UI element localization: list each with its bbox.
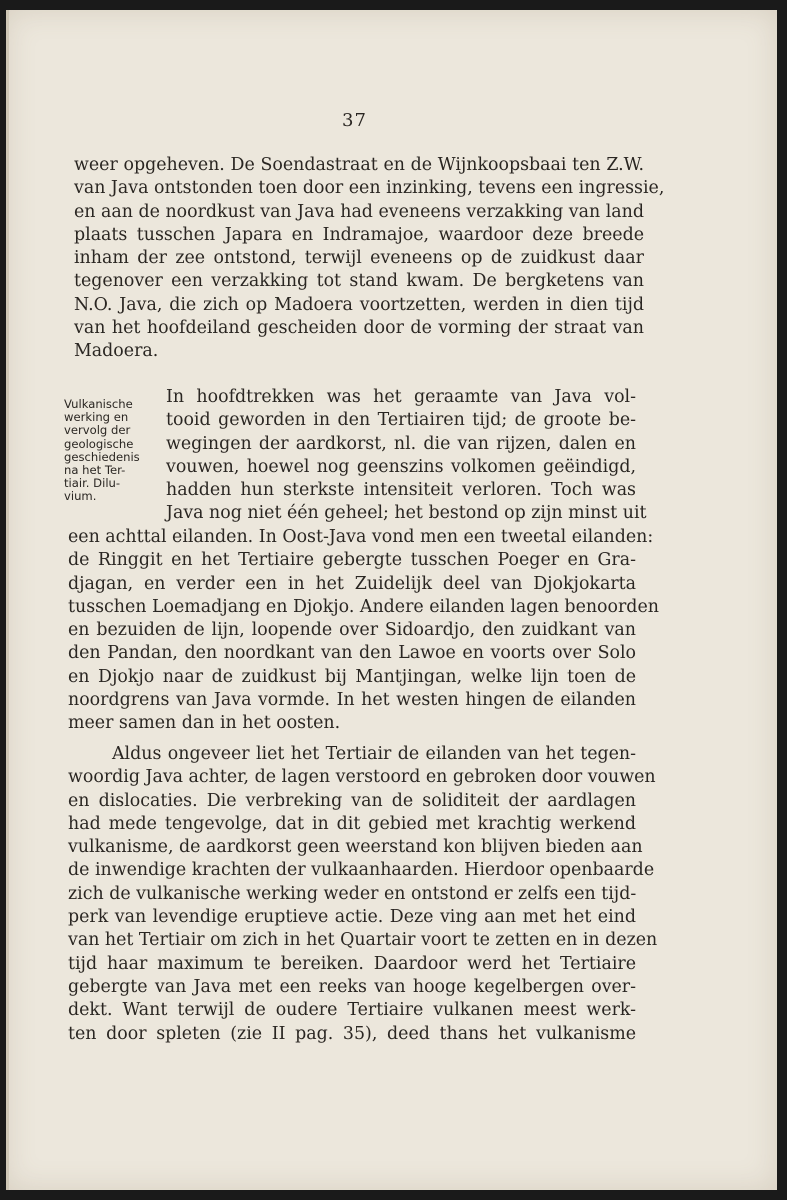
page-edge [6, 10, 9, 1190]
text-line: Aldus ongeveer liet het Tertiair de eilanden van het tegen- [112, 744, 636, 764]
text-line: tegenover een verzakking tot stand kwam. De bergketens van [74, 271, 644, 292]
text-line: dekt. Want terwijl de oudere Tertiaire vulkanen meest werk- [68, 1000, 636, 1021]
text-line: plaats tusschen Japara en Indramajoe, waardoor deze breede [74, 224, 644, 245]
text-line: en aan de noordkust van Java had eveneens verzakking van land [74, 201, 644, 222]
text-line: noordgrens van Java vormde. In het westen hingen de eilanden [68, 690, 636, 711]
text-line: en bezuiden de lijn, loopende over Sidoardjo, den zuidkant van [68, 620, 636, 641]
page-number: 37 [342, 110, 367, 131]
margin-note-line: vium. [64, 489, 97, 504]
text-line: van Java ontstonden toen door een inzinking, tevens een ingressie, [74, 178, 665, 199]
text-line: Java nog niet één geheel; het bestond op zijn minst uit [166, 503, 647, 524]
text-line: de Ringgit en het Tertiaire gebergte tusschen Poeger en Gra- [68, 550, 636, 571]
margin-note-line: tiair. Dilu- [64, 476, 121, 491]
text-line: vulkanisme, de aardkorst geen weerstand kon blijven bieden aan [68, 837, 643, 858]
paragraph-2-indented [166, 386, 647, 526]
margin-note-line: geologische [64, 436, 134, 451]
text-line: weer opgeheven. De Soendastraat en de Wijnkoopsbaai ten Z.W. [74, 155, 644, 175]
text-line: vouwen, hoewel nog geenszins volkomen geëindigd, [166, 456, 636, 477]
text-line: hadden hun sterkste intensiteit verloren. Toch was [166, 480, 636, 501]
text-line: tusschen Loemadjang en Djokjo. Andere eilanden lagen benoorden [68, 596, 659, 617]
text-line: en dislocaties. Die verbreking van de soliditeit der aardlagen [68, 790, 636, 811]
margin-note-line: vervolg der [64, 423, 131, 438]
text-line: ten door spleten (zie II pag. 35), deed thans het vulkanisme [68, 1023, 636, 1044]
paragraph-3 [68, 743, 658, 1046]
paragraph-2-continued [68, 526, 659, 736]
text-line: tooid geworden in den Tertiairen tijd; de groote be- [166, 410, 636, 431]
margin-note-line: werking en [64, 410, 129, 425]
text-line: den Pandan, den noordkant van den Lawoe en voorts over Solo [68, 643, 636, 664]
margin-note-line: geschiedenis [64, 449, 140, 464]
text-line: djagan, en verder een in het Zuidelijk deel van Djokjokarta [68, 573, 636, 594]
text-line: een achttal eilanden. In Oost-Java vond men een tweetal eilanden: [68, 527, 654, 547]
text-line: van het hoofdeiland gescheiden door de vorming der straat van [74, 318, 644, 339]
book-page [6, 10, 777, 1190]
margin-note [64, 398, 160, 504]
text-line: tijd haar maximum te bereiken. Daardoor werd het Tertiaire [68, 953, 636, 974]
text-line: zich de vulkanische werking weder en ontstond er zelfs een tijd- [68, 883, 637, 904]
text-line: In hoofdtrekken was het geraamte van Java vol- [166, 387, 636, 407]
margin-note-line: na het Ter- [64, 463, 126, 478]
text-line: perk van levendige eruptieve actie. Deze ving aan met het eind [68, 907, 636, 928]
text-line: Madoera. [74, 341, 159, 362]
text-line: van het Tertiair om zich in het Quartair voort te zetten en in dezen [68, 930, 658, 951]
margin-note-line: Vulkanische [64, 397, 133, 411]
text-line: de inwendige krachten der vulkaanhaarden. Hierdoor openbaarde [68, 860, 655, 881]
text-line: meer samen dan in het oosten. [68, 713, 341, 734]
text-line: wegingen der aardkorst, nl. die van rijzen, dalen en [166, 433, 636, 454]
text-line: had mede tengevolge, dat in dit gebied met krachtig werkend [68, 813, 636, 834]
paragraph-1 [74, 154, 665, 364]
text-line: woordig Java achter, de lagen verstoord en gebroken door vouwen [68, 767, 656, 788]
text-line: inham der zee ontstond, terwijl eveneens op de zuidkust daar [74, 248, 644, 269]
text-line: gebergte van Java met een reeks van hooge kegelbergen over- [68, 976, 636, 997]
text-line: N.O. Java, die zich op Madoera voortzetten, werden in dien tijd [74, 294, 644, 315]
text-line: en Djokjo naar de zuidkust bij Mantjingan, welke lijn toen de [68, 666, 636, 687]
